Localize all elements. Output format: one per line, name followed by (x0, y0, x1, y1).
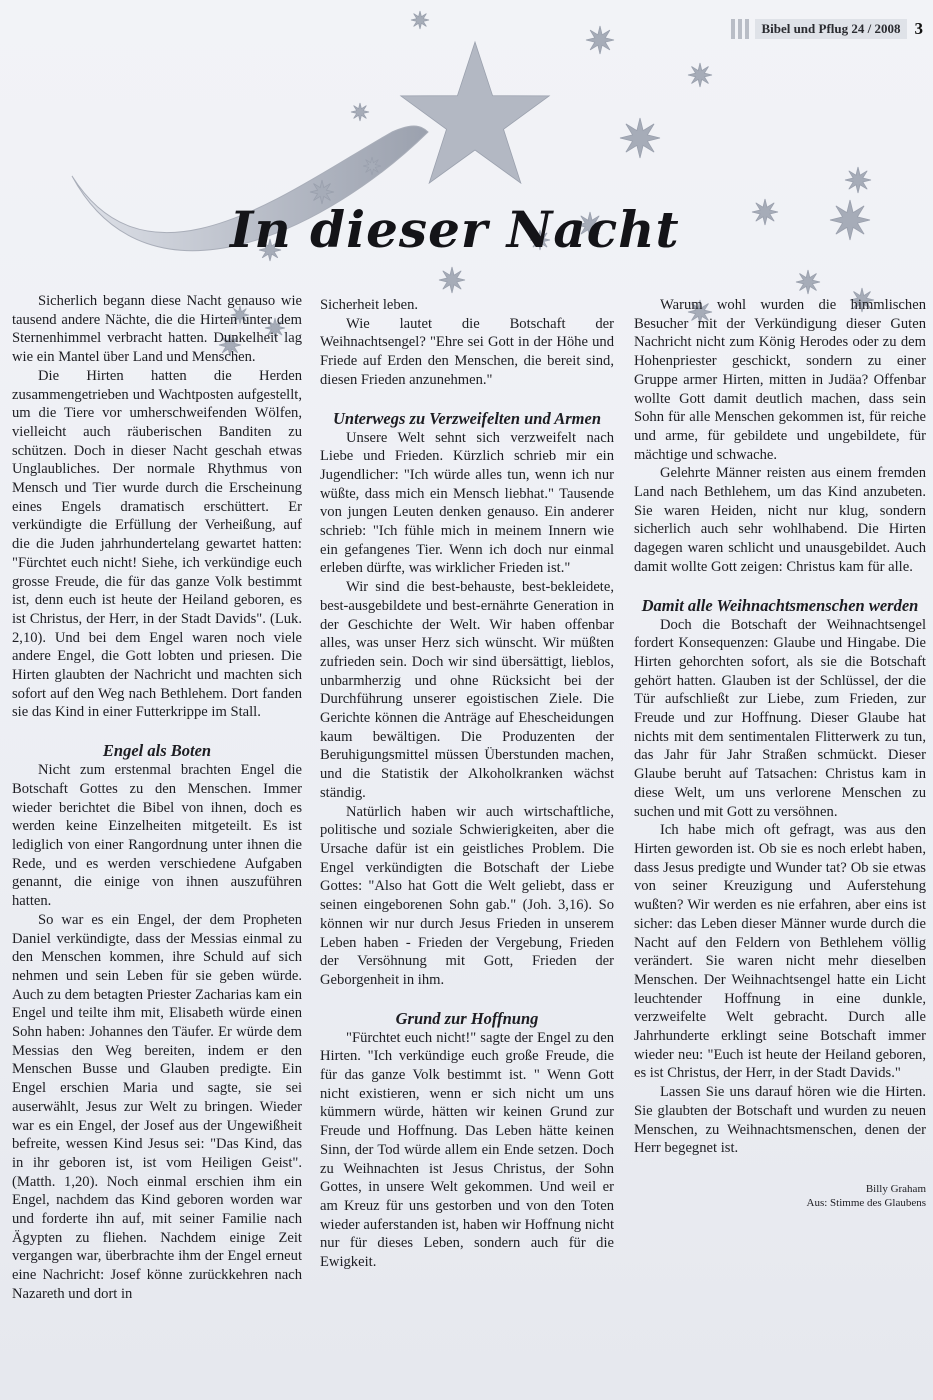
publication-label: Bibel und Pflug 24 / 2008 (755, 19, 906, 39)
star-icon (752, 199, 778, 225)
star-icon (620, 118, 660, 158)
paragraph: Sicherheit leben. (320, 297, 419, 313)
paragraph: Wir sind die best-behauste, best-bekleidete, best-ausgebildete und best-ernährte Generation in der Geschichte der Welt. Wir haben offenbar alles, was unser Herz sich wünscht. Wir müßten zufrieden sein. Doch wir sind übersättigt, lieblos, unbarmherzig und ohne Rücksicht bei der Durchführung unserer egoistischen Ziele. Die Gerichte können die Anträge auf Ehescheidungen kaum bewältigen. Die Produzenten der Beruhigungsmittel müssen Überstunden machen, und die Statistik der Alkoholkranken wächst ständig. (320, 579, 614, 801)
paragraph: Gelehrte Männer reisten aus einem fremden Land nach Bethlehem, um das Kind anzubeten. Sie waren Heiden, nicht nur klug, sondern sicherlich auch sehr wohlhabend. Die Hirten dagegen waren schlicht und unausgebildet. Auch damit wollte Gott zeigen: Christus kam für alle. (634, 465, 926, 575)
paragraph: Wie lautet die Botschaft der Weihnachtsengel? "Ehre sei Gott in der Höhe und Friede auf Erden den Menschen, die bereit sind, diesen Frieden anzunehmen." (320, 315, 614, 388)
paragraph: Die Hirten hatten die Herden zusammengetrieben und Wachtposten aufgestellt, um die Tiere vor umherschweifenden Wölfen, vielleicht auch räuberischen Banditen zu schützen. Doch in dieser Nacht geschah etwas Unglaubliches. Der normale Rhythmus von Mensch und Tier wurde durch die Erscheinung eines Engels dramatisch erschüttert. Er verkündigte die Erfüllung der Verheißung, auf die die Juden jahrhundertelang gewartet hatten: "Fürchtet euch nicht! Siehe, ich verkündige euch grosse Freude, die für das ganze Volk bestimmt ist, denn euch ist heute der Heiland geboren, es ist Christus, der Herr, in der Stadt Davids". (Luk. 2,10). Und bei dem Engel waren noch viele andere Engel, die Gott lobten und priesen. Die Hirten glaubten der Nachricht und machten sich sofort auf den Weg nach Bethlehem. Dort fanden sie das Kind in einer Futterkrippe im Stall. (12, 367, 302, 721)
star-icon (796, 270, 820, 294)
article-column-3 (634, 296, 926, 1210)
paragraph: Warum wohl wurden die himmlischen Besucher mit der Verkündigung dieser Guten Nachricht nicht zum König Herodes oder zu dem Hohenpriester geschickt, sondern zu einer Gruppe armer Hirten, mitten in Judäa? Offenbar wollte Gott damit deutlich machen, dass sein Sohn für alle Menschen gekommen ist, für reiche und arme, für gebildete und ungebildete, für mächtige und schwache. (634, 297, 926, 463)
author-name: Billy Graham (865, 1182, 926, 1195)
paragraph: So war es ein Engel, der dem Propheten Daniel verkündigte, dass der Messias einmal zu den Menschen kommen, ihre Schuld auf sich nehmen und sein Leben für sie geben würde. Auch zu dem betagten Priester Zacharias kam ein Engel und teilte ihm mit, Elisabeth würde einen Sohn haben: Johannes den Täufer. Er würde dem Messias den Weg bereiten, indem er den Menschen Busse und Glauben predigte. Ein Engel erschien Maria und sagte, sie sei auserwählt, Jesus zur Welt zu bringen. Wieder war es ein Engel, der Josef aus der Ungewißheit befreite, wessen Kind Jesus sei: "Das Kind, das in ihr geboren ist, ist vom Heiligen Geist". (Matth. 1,20). Noch einmal erschien ihm ein Engel, nachdem das Kind geboren worden war und forderte ihn auf, mit seiner Familie nach Ägypten zu fliehen. Nachdem einige Zeit vergangen war, überbrachte ihm der Engel erneut eine Nachricht: Josef könne zurückkehren nach Nazareth und dort in (12, 911, 302, 1302)
paragraph: Doch die Botschaft der Weihnachtsengel fordert Konsequenzen: Glaube und Hingabe. Die Hirten gehorchten sofort, als sie die Botschaft gehört hatten. Glauben ist der Schlüssel, der die Tür aufschließt zur Liebe, zum Frieden, zur Freude und zur Hoffnung. Dieser Glaube hat nichts mit dem sentimentalen Flitterwerk zu tun, das Jahr für Jahr Straßen schmückt. Dieser Glaube beruht auf Tatsachen: Christus kam in diese Welt, um uns verlorene Menschen zu suchen und mit Gott zu versöhnen. (634, 616, 926, 820)
signature-block (634, 1182, 926, 1210)
section-heading: Unterwegs zu Verzweifelten und Armen (332, 408, 601, 428)
paragraph: "Fürchtet euch nicht!" sagte der Engel zu den Hirten. "Ich verkündige euch große Freude, die für das ganze Volk bestimmt ist. " Wenn Gott nicht existieren, wenn er sich nicht um uns kümmern würde, hätten wir keinen Grund zur Freude und Hoffnung. Das Leben hätte keinen Sinn, der Tod würde allem ein Ende setzen. Doch zu Weihnachten ist Jesus Christus, der Sohn Gottes, in unsere Welt gekommen. Und weil er am Kreuz für uns gestorben und von den Toten wieder auferstanden ist, haben wir Hoffnung nicht nur für dieses Leben, sondern auch für die Ewigkeit. (320, 1029, 614, 1271)
star-icon (401, 42, 549, 183)
section-heading: Grund zur Hoffnung (395, 1008, 539, 1028)
paragraph: Ich habe mich oft gefragt, was aus den Hirten geworden ist. Ob sie es noch erlebt haben, dass Jesus predigte und Wunder tat? Ob sie etwas von seiner Kreuzigung und Auferstehung wußten? Wir werden es nie erfahren, aber eins ist sicher: das Leben dieser Männer wurde durch die Nacht auf den Feldern von Bethlehem völlig verändert. Sie waren nicht mehr dieselben Menschen. Der Weihnachtsengel hatte ein Licht leuchtender Hoffnung in eine dunkle, verzweifelte Welt gebracht. Durch alle Jahrhunderte erklingt seine Botschaft immer wieder neu: "Euch ist heute der Heiland geboren, es ist Christus, der Herr, in der Stadt Davids." (634, 822, 926, 1082)
paragraph: Nicht zum erstenmal brachten Engel die Botschaft Gottes zu den Menschen. Immer wieder berichtet die Bibel von ihnen, doch es werden keine Einzelheiten mitgeteilt. Es ist lediglich von einer Rangordnung unter ihnen die Rede, und es werden verschiedene Aufgaben genannt, die einige von ihnen auszuführen hatten. (12, 762, 302, 910)
page-number: 3 (914, 19, 923, 38)
paragraph: Unsere Welt sehnt sich verzweifelt nach Liebe und Frieden. Kürzlich schrieb mir ein Jugendlicher: "Ich würde alles tun, wenn ich nur wüßte, dass mich ein Mensch liebhat." Tausende von jungen Leuten denken genauso. Ein anderer schrieb: "Ich fühle mich in meinem Innern wie ein gefangenes Tier. Wenn ich doch nur einmal erleben dürfte, was wirklicher Frieden ist." (320, 429, 614, 577)
source-line: Aus: Stimme des Glaubens (806, 1196, 926, 1209)
star-icon (351, 103, 369, 121)
star-icon (586, 26, 614, 54)
article-column-1 (12, 292, 302, 1304)
article-column-2 (320, 296, 614, 1272)
star-icon (830, 200, 870, 240)
section-heading: Damit alle Weihnachtsmenschen werden (641, 595, 919, 615)
paragraph: Sicherlich begann diese Nacht genauso wie tausend andere Nächte, die die Hirten unter dem Sternenhimmel verbracht hatten. Dunkelheit lag wie ein Mantel über Land und Menschen. (12, 293, 302, 366)
star-icon (845, 167, 871, 193)
section-heading: Engel als Boten (102, 741, 212, 761)
star-icon (688, 63, 712, 87)
star-icon (363, 157, 381, 175)
star-icon (411, 11, 429, 29)
article-title: In dieser Nacht (230, 200, 680, 259)
paragraph: Lassen Sie uns darauf hören wie die Hirten. Sie glaubten der Botschaft und wurden zu neuen Menschen, zu Weihnachtsmenschen, denen der Herr begegnet ist. (634, 1084, 926, 1157)
paragraph: Natürlich haben wir auch wirtschaftliche, politische und soziale Schwierigkeiten, aber die Ursache dafür ist ein geistliches Problem. Die Engel verkündigten die Botschaft der Liebe Gottes: "Also hat Gott die Welt geliebt, dass er seinen eingeborenen Sohn gab." (Joh. 3,16). So können wir nur durch Jesus Frieden in unserem Leben haben - Frieden der Vergebung, Frieden der Versöhnung mit Gott, Frieden der Geborgenheit in ihm. (320, 803, 614, 988)
star-icon (439, 267, 465, 293)
